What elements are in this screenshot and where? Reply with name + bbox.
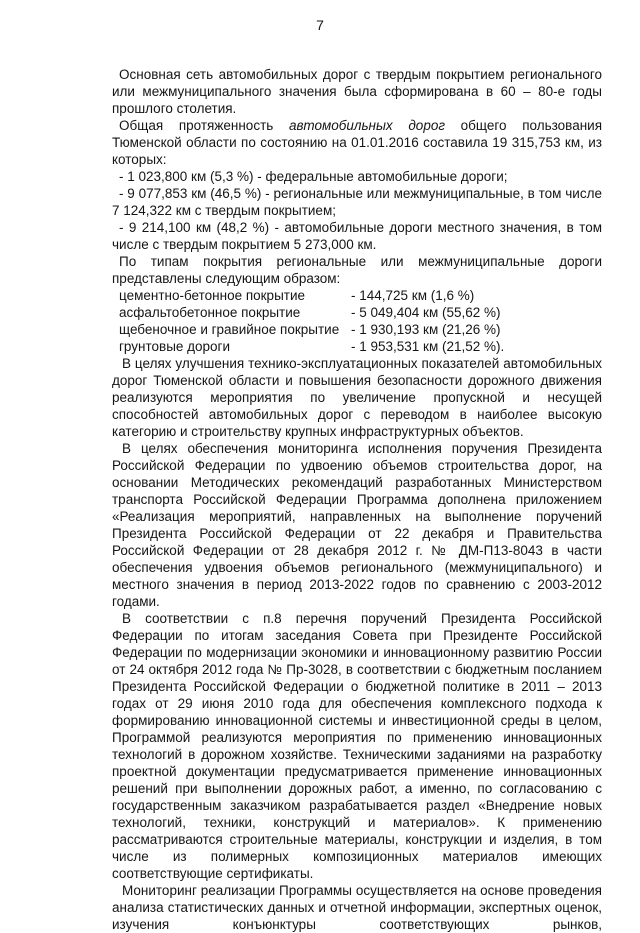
- body-text: [112, 66, 602, 933]
- paragraph-innovation: В соответствии с п.8 перечня поручений Президента Российской Федерации по итогам заседания Совета при Президенте Российской Федерации по модернизации экономики и инновационному развитию России от 24 октября 2012 года № Пр-3028, в соответствии с бюджетным посланием Президента Российской Федерации о бюджетной политике в 2011 – 2013 годах от 29 июня 2010 года для обеспечения комплексного подхода к формированию инновационной системы и инвестиционной среды в целом, Программой реализуются мероприятия по применению инновационных технологий в дорожном хозяйстве. Техническими заданиями на разработку проектной документации предусматривается применение инновационных решений при выполнении дорожных работ, а именно, по согласованию с государственным заказчиком разрабатывается раздел «Внедрение новых технологий, техники, конструкций и материалов». К применению рассматриваются строительные материалы, конструкции и изделия, в том числе из полимерных композиционных материалов имеющих соответствующие сертификаты.: [112, 611, 602, 881]
- list-item-federal-roads: - 1 023,800 км (5,3 %) - федеральные автомобильные дороги;: [119, 169, 508, 184]
- paragraph-coverage-intro: По типам покрытия региональные или межмуниципальные дороги представлены следующим образом:: [112, 254, 602, 286]
- coverage-type-value: - 1 953,531 км (21,52 %).: [351, 339, 505, 354]
- coverage-row: [112, 287, 602, 304]
- paragraph-total-length: [112, 117, 602, 168]
- coverage-type-label: цементно-бетонное покрытие: [119, 288, 306, 303]
- coverage-type-value: - 144,725 км (1,6 %): [351, 288, 475, 303]
- coverage-table: [112, 287, 602, 355]
- list-item-local-roads: - 9 214,100 км (48,2 %) - автомобильные дороги местного значения, в том числе с твердым покрытием 5 273,000 км.: [112, 220, 602, 252]
- coverage-type-value: - 5 049,404 км (55,62 %): [351, 305, 501, 320]
- list-item-regional-roads: - 9 077,853 км (46,5 %) - региональные или межмуниципальные, в том числе 7 124,322 км с твердым покрытием;: [112, 186, 602, 218]
- coverage-row: [112, 338, 602, 355]
- coverage-row: [112, 304, 602, 321]
- paragraph-monitoring-order: В целях обеспечения мониторинга исполнения поручения Президента Российской Федерации по удвоению объемов строительства дорог, на основании Методических рекомендаций разработанных Министерством транспорта Российской Федерации Программа дополнена приложением «Реализация мероприятий, направленных на выполнение поручений Президента Российской Федерации от 22 декабря и Правительства Российской Федерации от 28 декабря 2012 г. № ДМ-П13-8043 в части обеспечения удвоения объемов регионального (межмуниципального) и местного значения в период 2013-2022 годов по сравнению с 2003-2012 годами.: [112, 441, 602, 609]
- coverage-row: [112, 321, 602, 338]
- total-length-lead: Общая протяженность: [119, 118, 289, 133]
- total-length-rest: общего пользования Тюменской области по состоянию на 01.01.2016 составила 19 315,753 км, из которых:: [112, 118, 603, 167]
- total-length-italic-term: автомобильных дорог: [288, 118, 445, 133]
- coverage-type-label: грунтовые дороги: [119, 339, 231, 354]
- coverage-type-label: щебеночное и гравийное покрытие: [119, 322, 340, 337]
- coverage-type-value: - 1 930,193 км (21,26 %): [351, 322, 501, 337]
- paragraph-network-history: Основная сеть автомобильных дорог с твердым покрытием регионального или межмуниципального значения была сформирована в 60 – 80-е годы прошлого столетия.: [112, 67, 602, 116]
- page-number: 7: [316, 17, 324, 33]
- paragraph-improvement-measures: В целях улучшения технико-эксплуатационных показателей автомобильных дорог Тюменской области и повышения безопасности дорожного движения реализуются мероприятия по увеличение пропускной и несущей способностей автомобильных дорог с переводом в наиболее высокую категорию и строительству крупных инфраструктурных объектов.: [112, 356, 602, 439]
- paragraph-monitoring-analysis: Мониторинг реализации Программы осуществляется на основе проведения анализа статистических данных и отчетной информации, экспертных оценок, изучения конъюнктуры соответствующих рынков,: [112, 883, 602, 932]
- coverage-type-label: асфальтобетонное покрытие: [119, 305, 301, 320]
